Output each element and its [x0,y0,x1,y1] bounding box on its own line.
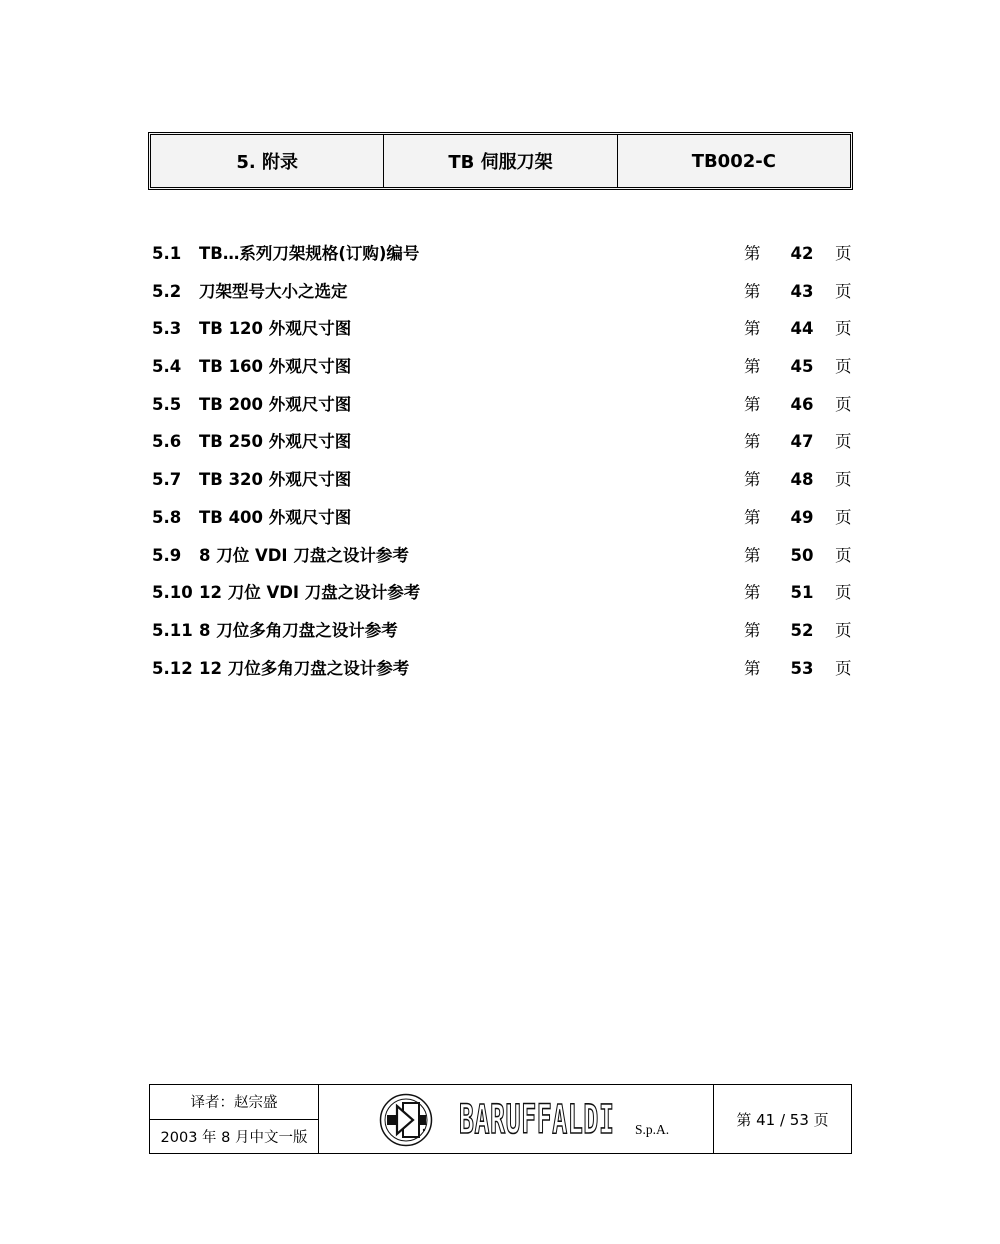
toc-di-label: 第 [744,620,761,640]
toc-ye-label: 页 [835,583,852,603]
toc-title: 12 刀位 VDI 刀盘之设计参考 [199,583,421,603]
toc-page-number: 47 [790,432,814,452]
toc-number: 5.1 [152,244,182,263]
toc-di-label: 第 [744,244,761,263]
toc-title: TB 250 外观尺寸图 [199,432,352,452]
toc-number: 5.9 [152,545,182,565]
toc-di-label: 第 [744,545,761,565]
toc-ye-label: 页 [835,281,852,301]
toc-page-number: 48 [790,470,814,490]
toc-page-number: 43 [790,281,814,301]
header-product: TB 伺服刀架 [383,135,616,187]
footer-translator: 译者：赵宗盛 [190,1095,278,1112]
toc-ye-label: 页 [835,357,852,377]
toc-title: 8 刀位多角刀盘之设计参考 [199,620,398,640]
toc-row [152,386,852,424]
footer-edition: 2003 年 8 月中文一版 [150,1119,318,1154]
toc-number: 5.2 [152,281,182,301]
toc-page-number: 50 [790,545,814,565]
toc-ye-label: 页 [835,470,852,490]
toc-title: TB 160 外观尺寸图 [199,357,352,377]
logo-wordmark: BARUFFALDI [459,1097,615,1143]
toc-number: 5.7 [152,470,182,490]
toc-di-label: 第 [744,357,761,377]
toc-ye-label: 页 [835,658,852,678]
toc-ye-label: 页 [835,432,852,452]
document-footer [149,1084,852,1154]
toc-di-label: 第 [744,319,761,339]
toc-ye-label: 页 [835,507,852,527]
toc-row [152,348,852,386]
page-indicator: 第 41 / 53 页 [736,1110,829,1129]
logo-suffix: S.p.A. [635,1122,670,1137]
toc-number: 5.8 [152,507,182,527]
toc-row [152,499,852,537]
toc-title: TB…系列刀架规格(订购)编号 [199,244,420,263]
toc-di-label: 第 [744,583,761,603]
toc-ye-label: 页 [835,394,852,414]
toc-ye-label: 页 [835,620,852,640]
toc-di-label: 第 [744,432,761,452]
toc-title: 8 刀位 VDI 刀盘之设计参考 [199,545,409,565]
toc-di-label: 第 [744,470,761,490]
toc-row [152,612,852,650]
toc-page-number: 45 [790,357,814,377]
baruffaldi-emblem-icon [379,1093,433,1147]
toc-page-number: 44 [790,319,814,339]
toc-number: 5.10 [152,583,193,603]
toc-row [152,423,852,461]
toc-number: 5.11 [152,620,193,640]
table-of-contents [152,235,852,687]
toc-di-label: 第 [744,507,761,527]
toc-title: TB 400 外观尺寸图 [199,507,352,527]
toc-row [152,461,852,499]
toc-page-number: 49 [790,507,814,527]
company-logo [319,1085,714,1153]
toc-row [152,273,852,311]
toc-number: 5.6 [152,432,182,452]
toc-number: 5.12 [152,658,193,678]
header-section: 5. 附录 [236,152,298,173]
toc-number: 5.4 [152,357,182,377]
toc-di-label: 第 [744,658,761,678]
toc-title: TB 120 外观尺寸图 [199,319,352,339]
toc-row [152,574,852,612]
toc-row [152,537,852,575]
toc-number: 5.3 [152,319,182,339]
toc-title: 刀架型号大小之选定 [199,281,348,301]
toc-ye-label: 页 [835,545,852,565]
toc-title: TB 200 外观尺寸图 [199,394,352,414]
footer-info [150,1085,319,1153]
toc-row [152,650,852,688]
toc-page-number: 52 [790,620,814,640]
toc-page-number: 46 [790,394,814,414]
toc-page-number: 51 [790,583,814,603]
toc-page-number: 53 [790,658,814,678]
toc-ye-label: 页 [835,319,852,339]
toc-title: TB 320 外观尺寸图 [199,470,352,490]
toc-di-label: 第 [744,394,761,414]
toc-row [152,310,852,348]
toc-row [152,235,852,273]
toc-page-number: 42 [790,244,814,263]
toc-title: 12 刀位多角刀盘之设计参考 [199,658,410,678]
document-header [148,132,853,190]
header-code: TB002-C [617,135,850,187]
toc-di-label: 第 [744,281,761,301]
toc-number: 5.5 [152,394,182,414]
toc-ye-label: 页 [835,244,852,263]
